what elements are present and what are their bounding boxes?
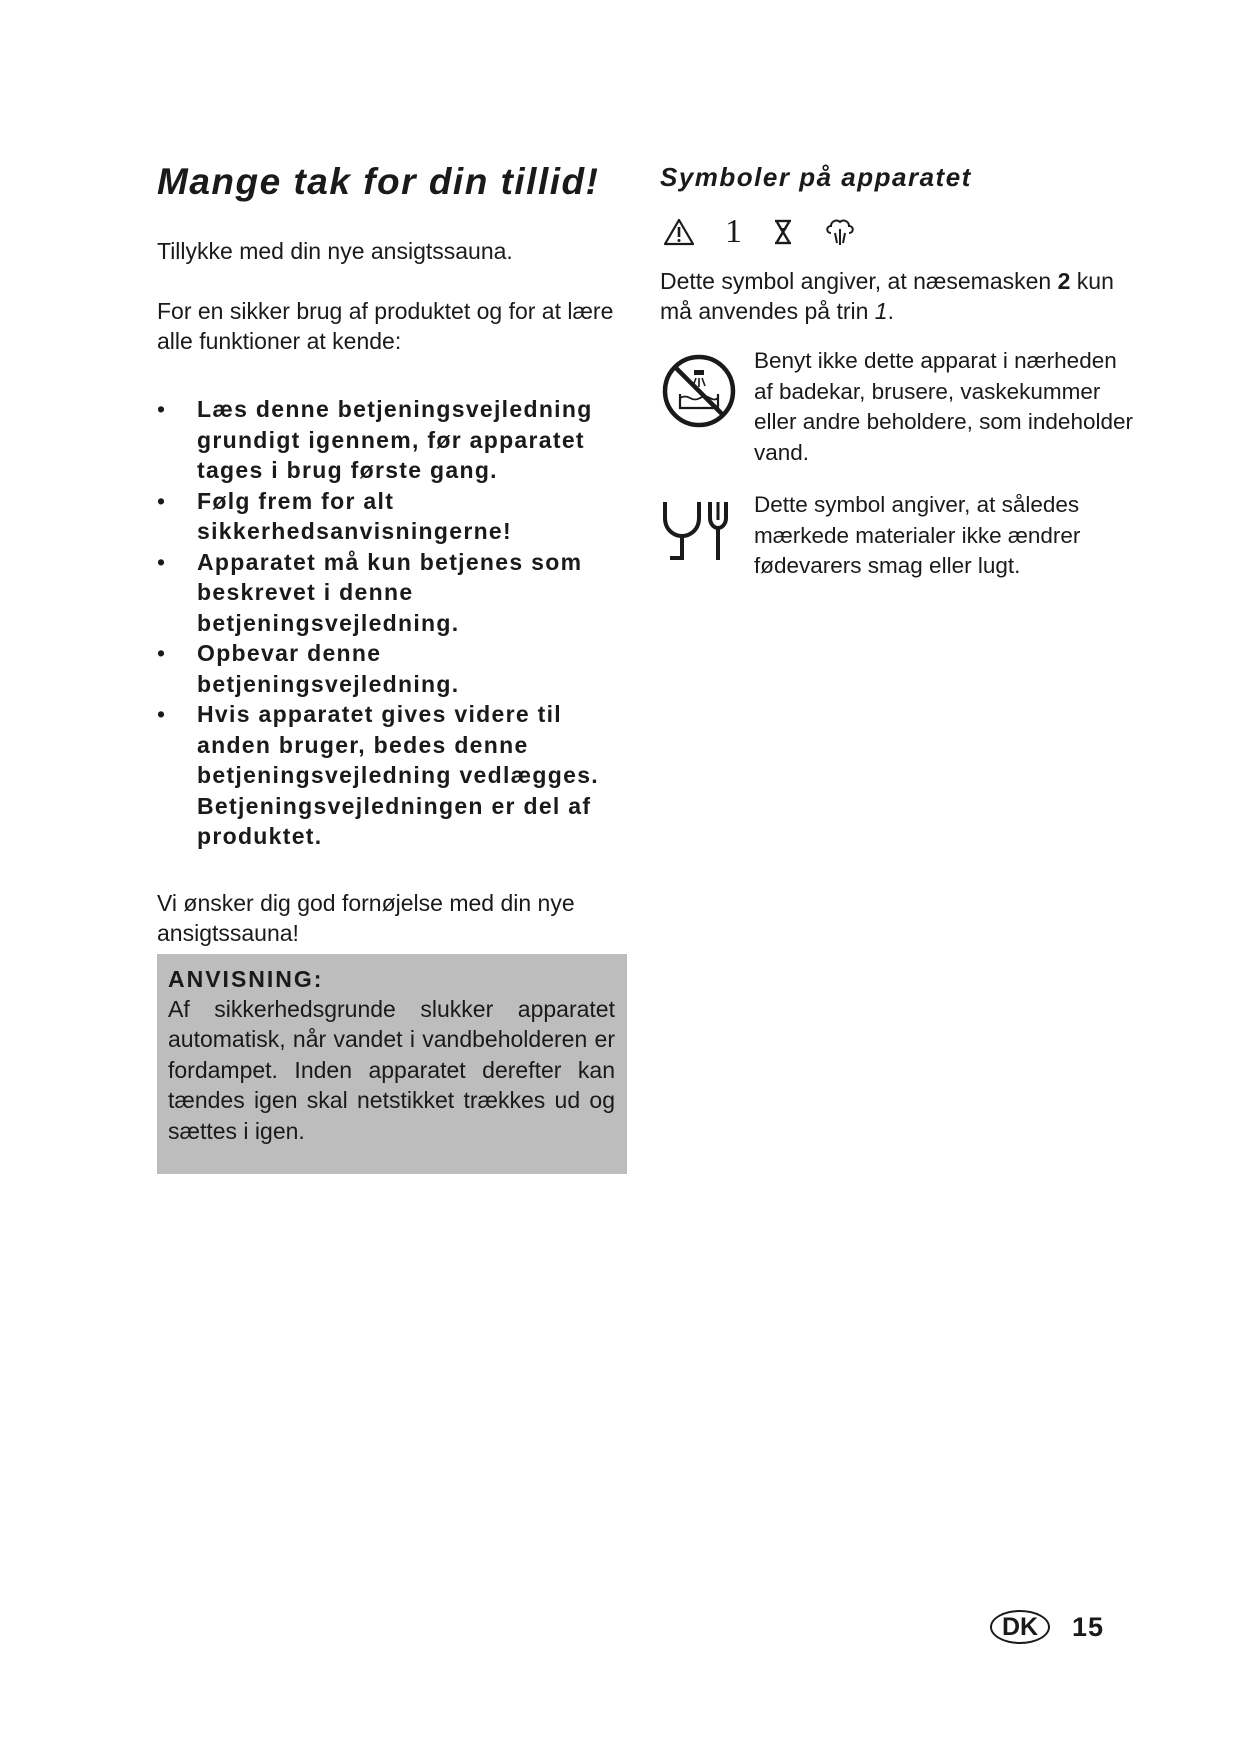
list-item-text: Hvis apparatet gives videre til anden bruger, bedes denne betjeningsvejledning vedlægges. Betjeningsvejledningen er del af produktet.	[197, 701, 599, 849]
warning-triangle-icon	[663, 218, 695, 246]
list-item-text: Opbevar denne betjeningsvejledning.	[197, 640, 460, 697]
food-safe-icon	[660, 496, 754, 582]
list-item	[157, 486, 632, 547]
list-item-text: Følg frem for alt sikkerhedsanvisningerne!	[197, 487, 512, 544]
list-item	[157, 699, 632, 852]
bullet-glyph: •	[157, 640, 167, 666]
note-body: Af sikkerhedsgrunde slukker apparatet automatisk, når vandet i vandbeholderen er fordampet. Inden apparatet derefter kan tændes igen skal netstikket trækkes ud og sættes i igen.	[168, 995, 615, 1144]
page-footer	[990, 1610, 1104, 1644]
step-number: 1	[725, 213, 742, 250]
symbol-desc-step-number: 1	[874, 298, 888, 324]
note-title: ANVISNING:	[168, 965, 324, 992]
page-number: 15	[1072, 1611, 1105, 1642]
list-item-text: Læs denne betjeningsvejledning grundigt igennem, før apparatet tages i brug første gang.	[197, 396, 593, 483]
symbol-item-no-water	[660, 348, 1140, 468]
bullet-glyph: •	[157, 487, 167, 514]
bullet-glyph: •	[157, 396, 167, 422]
left-column	[157, 150, 632, 1174]
right-column	[660, 150, 1140, 582]
symbol-desc-before: Dette symbol angiver, at næsemasken	[660, 268, 1058, 294]
nose-mask-icon	[772, 218, 794, 246]
steam-icon	[824, 217, 856, 247]
list-item-text: Apparatet må kun betjenes som beskrevet i denne betjeningsvejledning.	[197, 548, 583, 636]
closing-text: Vi ønsker dig god fornøjelse med din nye ansigtssauna!	[157, 889, 575, 946]
symbol-description	[660, 266, 1140, 326]
symbol-desc-mask-number: 2	[1057, 268, 1071, 294]
note-box	[157, 954, 627, 1175]
page-title: Mange tak for din tillid!	[157, 161, 600, 202]
food-safe-text: Dette symbol angiver, at således mærkede materialer ikke ændrer fødevarers smag eller lugt.	[754, 492, 1081, 578]
intro-text: Tillykke med din nye ansigtssauna.	[157, 238, 513, 264]
list-item	[157, 394, 632, 486]
symbol-row	[660, 212, 1140, 252]
no-water-icon	[660, 352, 754, 468]
safe-use-text: For en sikker brug af produktet og for at lære alle funktioner at kende:	[157, 298, 614, 354]
symbol-desc-end: .	[887, 298, 894, 324]
bullet-glyph: •	[157, 701, 167, 727]
country-badge: DK	[990, 1610, 1050, 1644]
instruction-list	[157, 394, 632, 852]
list-item	[157, 638, 632, 699]
symbol-desc-middle: kun må anvendes på trin	[660, 268, 1114, 324]
symbol-item-food-safe	[660, 492, 1140, 582]
no-water-text: Benyt ikke dette apparat i nærheden af badekar, brusere, vaskekummer eller andre beholdere, som indeholder vand.	[754, 348, 1133, 465]
bullet-glyph: •	[157, 548, 167, 575]
symbols-heading: Symboler på apparatet	[660, 162, 972, 192]
list-item	[157, 547, 632, 639]
